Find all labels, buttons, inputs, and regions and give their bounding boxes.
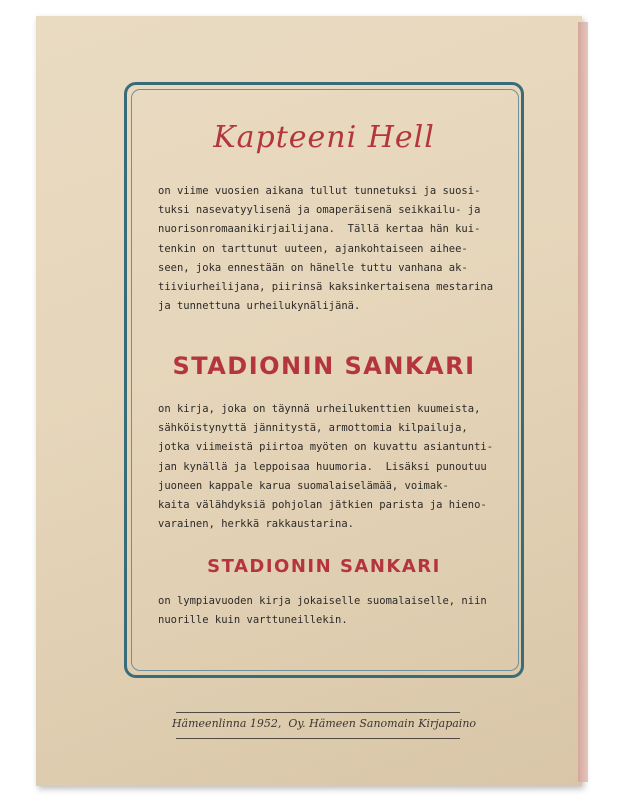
imprint-rule-top [176,712,460,713]
closing-line: nuorille kuin varttuneillekin. [158,614,348,627]
intro-paragraph [158,182,496,316]
closing-paragraph [158,592,496,630]
description-line: jan kynällä ja leppoisaa huumoria. Lisäksi punoutuu [158,460,487,473]
intro-line: seen, joka ennestään on hänelle tuttu vanhana ak- [158,261,468,274]
book-title-large: STADIONIN SANKARI [172,352,476,380]
description-line: on kirja, joka on täynnä urheilukenttien kuumeista, [158,403,481,415]
description-line: sähköistynyttä jännitystä, armottomia kilpailuja, [158,422,468,435]
description-line: varainen, herkkä rakkaustarina. [158,518,354,531]
description-paragraph [158,400,496,534]
description-line: jotka viimeistä piirtoa myöten on kuvattu asiantunti- [158,441,494,454]
intro-line: tuksi nasevatyylisenä ja omaperäisenä seikkailu- ja [158,204,481,217]
intro-line: nuorisonromaanikirjailijana. Tällä kertaa hän kui- [158,223,481,236]
closing-line: on lympiavuoden kirja jokaiselle suomalaiselle, niin [158,595,487,607]
book-title-small: STADIONIN SANKARI [207,556,441,577]
intro-line: on viime vuosien aikana tullut tunnetuksi ja suosi- [158,185,481,197]
intro-line: tenkin on tarttunut uuteen, ajankohtaiseen aihee- [158,242,468,255]
description-line: juoneen kappale karua suomalaiselämää, voimak- [158,479,449,492]
cover-spine-edge [578,22,588,782]
decorative-frame-inner [131,89,519,671]
description-line: kaita välähdyksiä pohjolan jätkien parista ja hieno- [158,499,487,512]
imprint-rule-bottom [176,738,460,739]
intro-line: tiiviurheilijana, piirinsä kaksinkertaisena mestarina [158,281,494,294]
author-heading: Kapteeni Hell [213,120,435,155]
publisher-imprint: Hämeenlinna 1952, Oy. Hämeen Sanomain Kirjapaino [171,717,477,730]
intro-line: ja tunnettuna urheilukynälijänä. [158,300,361,313]
